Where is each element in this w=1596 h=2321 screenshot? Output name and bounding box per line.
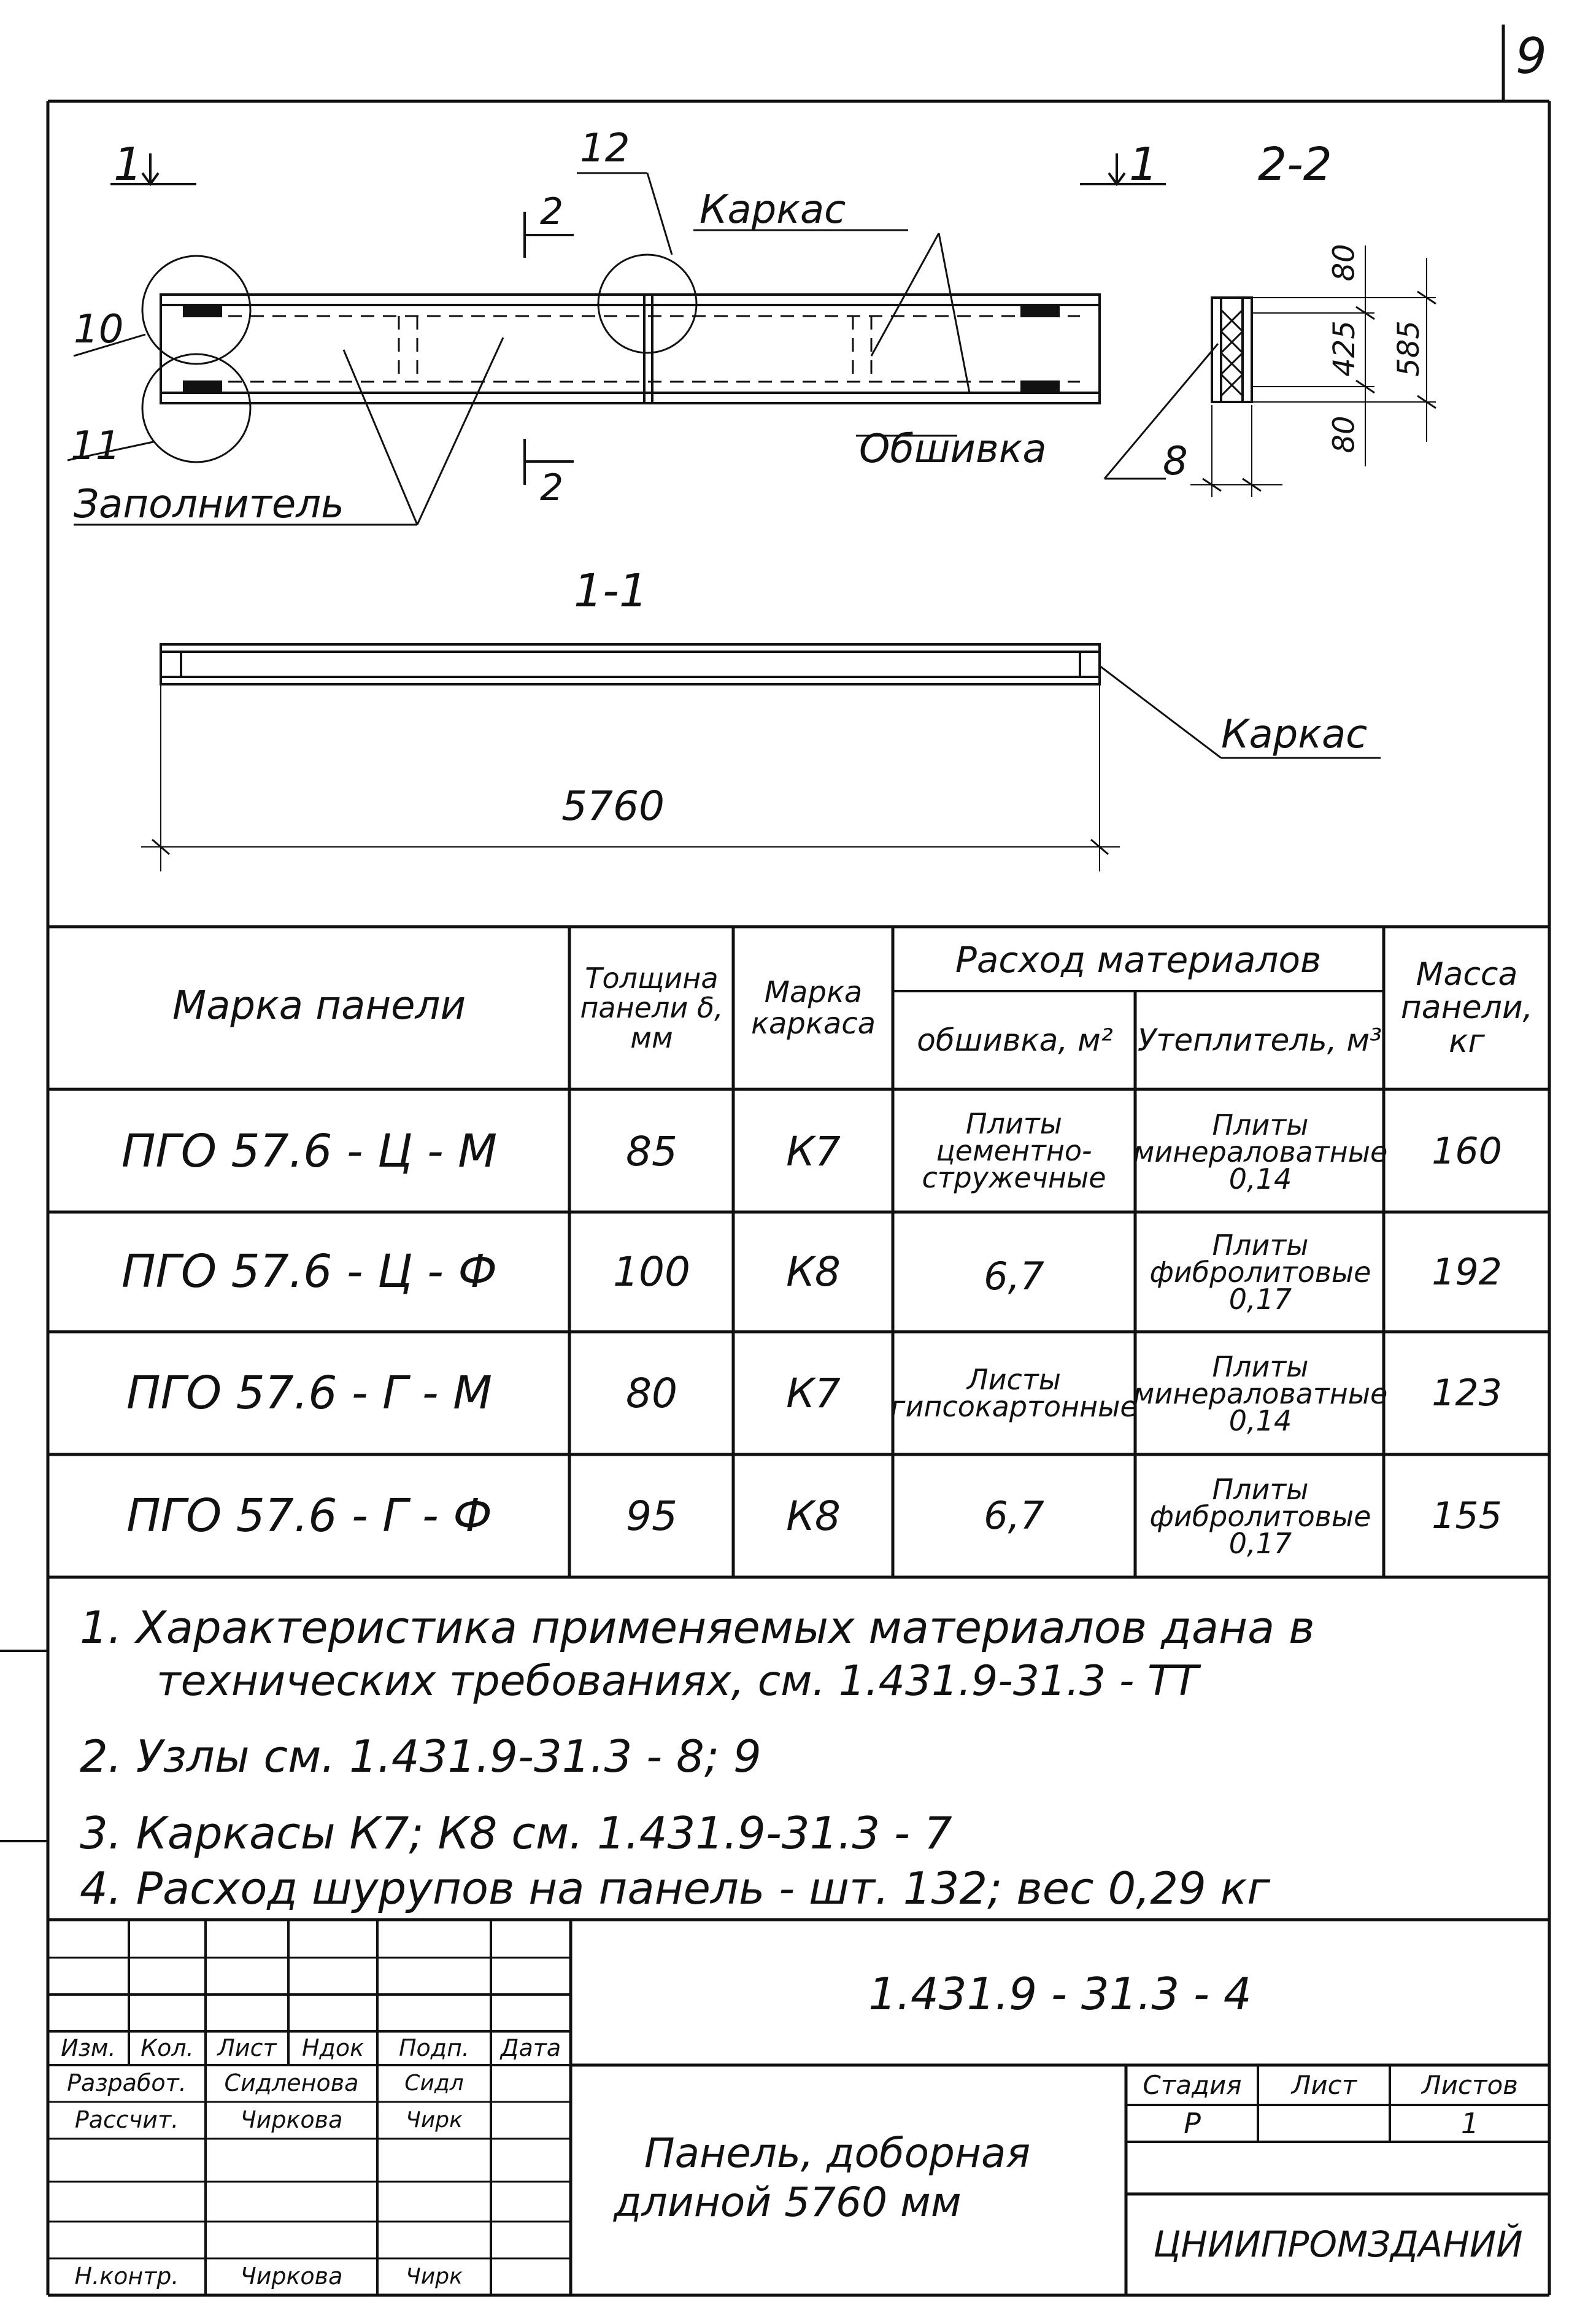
row1-uteplitel: Плиты минераловатные 0,14 (1133, 1108, 1388, 1195)
header-obshivka: обшивка, м² (917, 1022, 1113, 1058)
col-ndok: Ндок (301, 2034, 364, 2062)
row-nkontr-name: Чиркова (240, 2263, 343, 2290)
document-code: 1.431.9 - 31.3 - 4 (868, 1968, 1252, 2020)
callout-11: 11 (71, 423, 121, 469)
obshivka-group2-text: Листы гипсокартонные (890, 1363, 1138, 1423)
row1-massa: 160 (1432, 1130, 1502, 1173)
header-marka-karkasa: Марка каркаса (750, 975, 876, 1041)
row3-uteplitel: Плиты минераловатные 0,14 (1133, 1350, 1388, 1437)
stadia-value: Р (1184, 2106, 1201, 2140)
row1-karkas: К7 (786, 1127, 841, 1175)
row3-marka: ПГО 57.6 - Г - М (126, 1366, 492, 1419)
col-podp: Подп. (398, 2034, 470, 2062)
list-label: Лист (1291, 2069, 1357, 2100)
col-list: Лист (217, 2034, 277, 2062)
row-rasschital-label: Рассчит. (74, 2106, 179, 2134)
note-1-line-1: 1. Характеристика применяемых материалов дана в (80, 1602, 1315, 1653)
product-title-line-1: Панель, доборная (644, 2130, 1031, 2177)
obshivka-group1-text: Плиты цементно-стружечные (922, 1107, 1106, 1194)
product-title-line-2: длиной 5760 мм (614, 2179, 962, 2226)
section-1-1-title: 1-1 (574, 565, 648, 617)
note-3: 3. Каркасы К7; К8 см. 1.431.9-31.3 - 7 (80, 1807, 952, 1859)
header-marka-paneli: Марка панели (172, 983, 466, 1029)
callout-12: 12 (580, 126, 630, 171)
label-karkas-bottom: Каркас (1221, 712, 1368, 757)
row-nkontr-label: Н.контр. (74, 2263, 179, 2290)
note-1-line-2: технических требованиях, см. 1.431.9-31.3 - ТТ (156, 1657, 1199, 1705)
row2-tolshchina: 100 (613, 1248, 690, 1296)
row-rasschital-sign: Чирк (406, 2107, 463, 2133)
header-tolshchina: Толщина панели δ, мм (580, 962, 723, 1054)
row3-karkas: К7 (786, 1369, 841, 1417)
dim-425: 425 (1327, 320, 1362, 377)
dim-5760: 5760 (561, 782, 665, 830)
col-data: Дата (500, 2034, 561, 2062)
row-rasschital-name: Чиркова (240, 2106, 343, 2134)
header-massa: Масса панели, кг (1400, 956, 1533, 1060)
label-zapolnitel: Заполнитель (74, 482, 344, 527)
list-value (1260, 2106, 1389, 2141)
col-kol: Кол. (141, 2034, 194, 2062)
note-2: 2. Узлы см. 1.431.9-31.3 - 8; 9 (80, 1731, 761, 1782)
listov-value: 1 (1460, 2106, 1479, 2140)
row4-massa: 155 (1432, 1494, 1502, 1537)
note-4: 4. Расход шурупов на панель - шт. 132; вес 0,29 кг (80, 1863, 1271, 1914)
section-mark-1-left: 1 (114, 138, 143, 191)
header-uteplitel: Утеплитель, м³ (1137, 1022, 1382, 1058)
row4-marka: ПГО 57.6 - Г - Ф (126, 1489, 492, 1542)
row1-tolshchina: 85 (626, 1127, 677, 1175)
row2-uteplitel: Плиты фибролитовые 0,17 (1149, 1229, 1371, 1316)
label-karkas-top: Каркас (700, 187, 846, 233)
organization: ЦНИИПРОМЗДАНИЙ (1153, 2223, 1523, 2266)
row4-karkas: К8 (786, 1492, 841, 1540)
row4-uteplitel: Плиты фибролитовые 0,17 (1149, 1472, 1371, 1560)
row3-massa: 123 (1432, 1372, 1502, 1415)
section-mark-2-bottom: 2 (540, 466, 564, 509)
row2-karkas: К8 (786, 1248, 841, 1296)
col-izm: Изм. (61, 2034, 116, 2062)
label-obshivka: Обшивка (859, 427, 1047, 472)
row-nkontr-sign: Чирк (406, 2264, 463, 2290)
obshivka-group1-value: 6,7 (984, 1254, 1044, 1299)
callout-8: 8 (1163, 439, 1188, 484)
section-mark-1-right: 1 (1129, 138, 1158, 191)
section-2-2 (1104, 245, 1436, 497)
row-razrabotal-sign: Сидл (404, 2071, 464, 2096)
header-raskhod: Расход материалов (955, 938, 1322, 981)
callout-10: 10 (74, 307, 124, 352)
dim-80-top: 80 (1327, 244, 1362, 282)
obshivka-group2-value: 6,7 (984, 1493, 1044, 1539)
row-razrabotal-label: Разработ. (67, 2069, 187, 2097)
dim-80-bottom: 80 (1327, 415, 1362, 454)
section-mark-2-top: 2 (540, 190, 564, 233)
section-2-2-title: 2-2 (1258, 138, 1332, 191)
row2-massa: 192 (1432, 1250, 1502, 1294)
section-1-1 (141, 644, 1381, 871)
row4-tolshchina: 95 (626, 1492, 677, 1540)
row2-marka: ПГО 57.6 - Ц - Ф (121, 1245, 498, 1299)
stadia-label: Стадия (1143, 2069, 1242, 2100)
sheet-number: 9 (1516, 28, 1547, 85)
listov-label: Листов (1422, 2069, 1518, 2100)
row3-tolshchina: 80 (626, 1369, 677, 1417)
row1-marka: ПГО 57.6 - Ц - М (121, 1124, 498, 1178)
row-razrabotal-name: Сидленова (224, 2069, 359, 2097)
dim-585: 585 (1391, 320, 1426, 377)
